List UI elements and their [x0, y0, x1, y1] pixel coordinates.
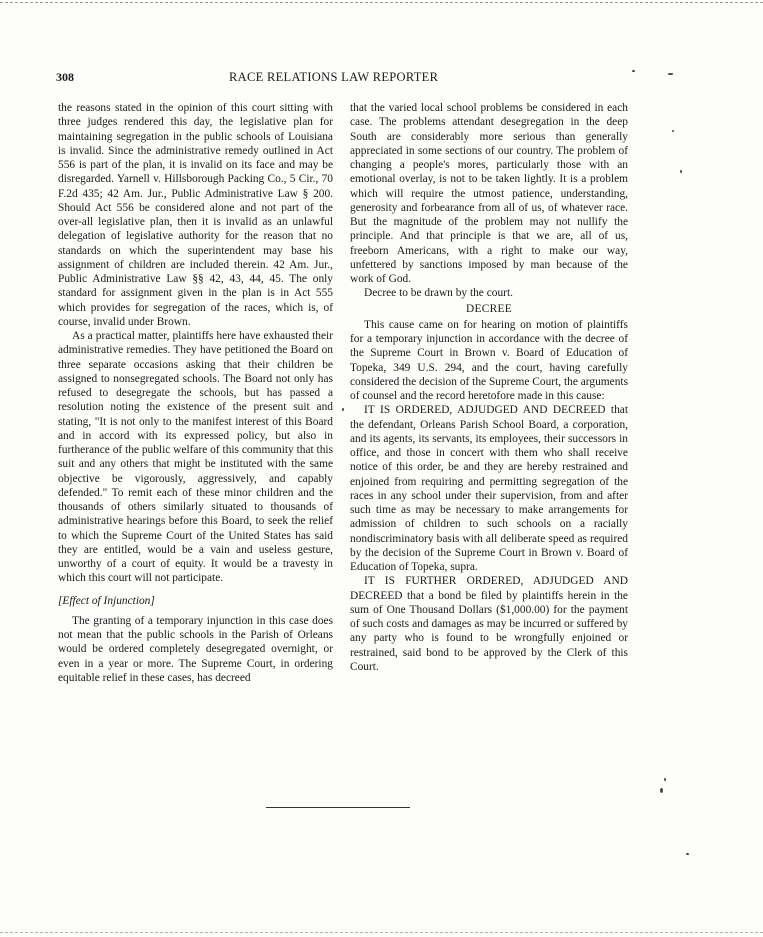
right-paragraph-4: IT IS ORDERED, ADJUDGED AND DECREED that the defendant, Orleans Parish School Board, a corporation, and its agents, its servants, its employees, their successors in office, and those in concert with them who shall receive notice of this order, be and they are hereby restrained and enjoined from requiring and permitting segregation of the races in any school under their supervision, from and after such time as may be necessary to make arrangements for admission of children to such schools on a racially nondiscriminatory basis with all deliberate speed as required by the decision of the Supreme Court in Brown v. Board of Education of Topeka, supra.: [350, 404, 628, 573]
scan-speck: [660, 788, 663, 793]
scan-edge-top: [0, 2, 763, 3]
scan-speck: [680, 170, 682, 173]
page-number: 308: [56, 70, 74, 84]
right-paragraph-1: that the varied local school problems be considered in each case. The problems attendant desegregation in the deep South are considerably more serious than generally appreciated in some sections of our country. The problem of changing a people's mores, particularly those with an emotional overlay, is not to be taken lightly. It is a problem which will require the utmost patience, understanding, generosity and forbearance from all of us, of whatever race. But the magnitude of the problem may not nullify the principle. And that principle is that we are, all of us, freeborn Americans, with a right to make our way, unfettered by sanctions imposed by man because of the work of God.: [350, 102, 628, 285]
left-paragraph-1: the reasons stated in the opinion of this court sitting with three judges rendered this day, the legislative plan for maintaining segregation in the public schools of Louisiana is invalid. Since the administrative remedy outlined in Act 556 is part of the plan, it is invalid on its face and may be disregarded. Yarnell v. Hillsborough Packing Co., 5 Cir., 70 F.2d 435; 42 Am. Jur., Public Administrative Law § 200. Should Act 556 be considered alone and not part of the over-all legislative plan, then it is invalid as an unlawful delegation of legislative authority for the reason that no standards on which the superintendent may base his assignment of children are included therein. 42 Am. Jur., Public Administrative Law §§ 42, 43, 44, 45. The only standard for assignment given in the plan is in Act 555 which provides for segregation of the races, which is, of course, invalid under Brown.: [58, 102, 333, 328]
scan-speck: [686, 853, 689, 855]
scan-edge-bottom: [0, 932, 763, 933]
left-paragraph-2: As a practical matter, plaintiffs here have exhausted their administrative remedies. They have petitioned the Board on three separate occasions asking that their children be assigned to nonsegregated schools. The Board not only has refused to desegregate the schools, but has passed a resolution noting the existence of the present suit and stating, "It is not only to the manifest interest of this Board and in accord with its expressed policy, but also in furtherance of the public welfare of this community that this suit and any others that might be instituted with the same objective be vigorously, aggressively, and capably defended." To remit each of these minor children and the thousands of others similarly situated to thousands of administrative hearings before this Board, to seek the relief to which the Supreme Court of the United States has said they are entitled, would be a vain and useless gesture, unworthy of a court of equity. It would be a travesty in which this court will not participate.: [58, 330, 333, 585]
right-column: [350, 101, 628, 674]
right-paragraph-3: This cause came on for hearing on motion of plaintiffs for a temporary injunction in accordance with the decree of the Supreme Court in Brown v. Board of Education of Topeka, 349 U.S. 294, and the court, having carefully considered the decision of the Supreme Court, the arguments of counsel and the record heretofore made in this cause:: [350, 318, 628, 402]
page-header: [56, 66, 656, 88]
section-heading: [Effect of Injunction]: [58, 594, 155, 607]
scan-speck: [632, 70, 635, 72]
scan-speck: [342, 408, 344, 411]
left-paragraph-3: The granting of a temporary injunction in this case does not mean that the public schools in the Parish of Orleans would be ordered completely desegregated overnight, or even in a year or more. The Supreme Court, in ordering equitable relief in these cases, has decreed: [58, 614, 333, 684]
running-head: RACE RELATIONS LAW REPORTER: [229, 70, 439, 84]
scan-speck: [668, 73, 673, 75]
decree-heading: DECREE: [465, 302, 513, 315]
end-rule: [266, 807, 410, 808]
scan-speck: [664, 778, 666, 781]
scan-speck: [672, 130, 674, 132]
right-paragraph-2: Decree to be drawn by the court.: [364, 287, 513, 300]
left-column: [58, 101, 333, 685]
right-paragraph-5: IT IS FURTHER ORDERED, ADJUDGED AND DECREED that a bond be filed by plaintiffs herein in the sum of One Thousand Dollars ($1,000.00) for the payment of such costs and damages as may be incurred or suffered by any party who is found to be wrongfully enjoined or restrained, said bond to be approved by the Clerk of this Court.: [350, 575, 628, 673]
